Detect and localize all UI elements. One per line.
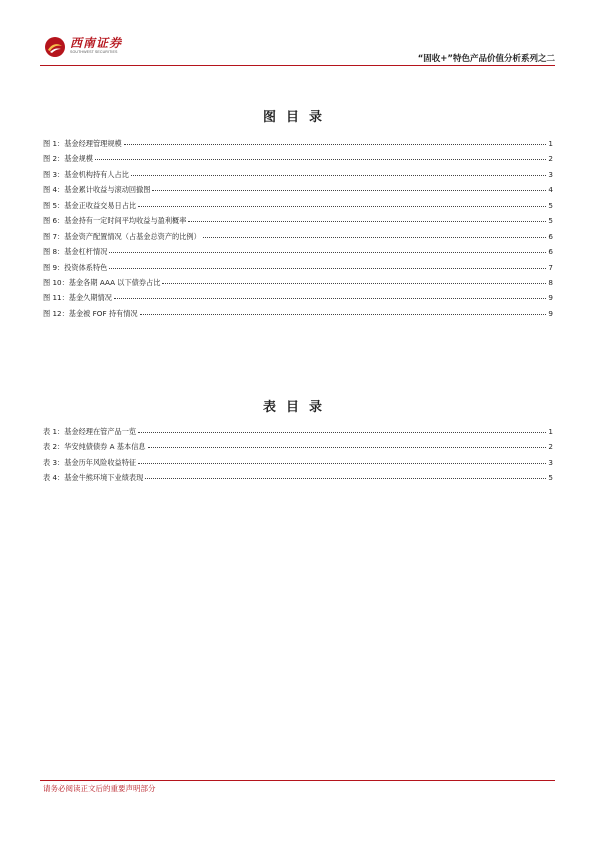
toc-entry[interactable] — [43, 427, 553, 442]
logo-english-name: SOUTHWEST SECURITIES — [70, 50, 118, 54]
toc-entry[interactable] — [43, 247, 553, 262]
toc-entry-page: 5 — [548, 473, 553, 483]
logo-chinese-name: 西南证券 — [70, 36, 123, 50]
toc-entry[interactable] — [43, 139, 553, 154]
toc-entry[interactable] — [43, 278, 553, 293]
toc-dot-leader — [145, 478, 546, 479]
toc-entry-label: 图 2：基金规模 — [43, 154, 93, 164]
toc-entry-page: 8 — [548, 277, 553, 287]
toc-entry-page: 3 — [548, 457, 553, 467]
company-logo — [44, 36, 122, 58]
toc-entry[interactable] — [43, 216, 553, 231]
toc-entry-label: 图 7：基金资产配置情况（占基金总资产的比例） — [43, 231, 201, 241]
toc-entry-label: 表 3：基金历年风险收益特征 — [43, 457, 137, 467]
footer-divider — [40, 780, 555, 781]
toc-entry-page: 5 — [548, 216, 553, 226]
toc-dot-leader — [162, 283, 546, 284]
toc-entry-page: 6 — [548, 247, 553, 257]
toc-entry-label: 表 2：华安纯债债券 A 基本信息 — [43, 442, 146, 452]
toc-entry-label: 图 10：基金各期 AAA 以下债券占比 — [43, 277, 161, 287]
toc-entry[interactable] — [43, 232, 553, 247]
toc-entry[interactable] — [43, 170, 553, 185]
toc-entry-label: 图 3：基金机构持有人占比 — [43, 169, 129, 179]
toc-dot-leader — [131, 175, 547, 176]
toc-entry[interactable] — [43, 185, 553, 200]
header-divider — [40, 65, 555, 66]
toc-dot-leader — [124, 144, 547, 145]
figures-toc — [43, 139, 553, 324]
toc-entry-page: 6 — [548, 231, 553, 241]
tables-toc — [43, 427, 553, 489]
toc-entry-page: 3 — [548, 169, 553, 179]
toc-dot-leader — [188, 221, 546, 222]
toc-entry-page: 5 — [548, 200, 553, 210]
toc-entry-label: 图 9：投资体系特色 — [43, 262, 108, 272]
toc-entry[interactable] — [43, 473, 553, 488]
figures-toc-title: 图目录 — [262, 110, 332, 125]
toc-entry-label: 表 4：基金牛熊环境下业绩表现 — [43, 473, 144, 483]
toc-entry-label: 图 12：基金被 FOF 持有情况 — [43, 308, 138, 318]
toc-entry-label: 图 4：基金累计收益与滚动回撤图 — [43, 185, 151, 195]
toc-entry-label: 图 6：基金持有一定时间平均收益与盈利概率 — [43, 216, 187, 226]
toc-dot-leader — [203, 237, 547, 238]
toc-dot-leader — [140, 314, 547, 315]
report-series-title: “固收+”特色产品价值分析系列之二 — [417, 54, 555, 64]
toc-entry-page: 2 — [548, 442, 553, 452]
toc-dot-leader — [109, 268, 546, 269]
toc-dot-leader — [148, 447, 547, 448]
toc-entry[interactable] — [43, 309, 553, 324]
toc-entry-label: 表 1：基金经理在管产品一览 — [43, 427, 137, 436]
toc-entry-label: 图 11：基金久期情况 — [43, 293, 112, 303]
page-header — [40, 30, 555, 68]
toc-entry[interactable] — [43, 442, 553, 457]
toc-dot-leader — [138, 432, 546, 433]
toc-entry-page: 2 — [548, 154, 553, 164]
toc-dot-leader — [109, 252, 546, 253]
toc-entry-page: 4 — [548, 185, 553, 195]
toc-dot-leader — [152, 190, 546, 191]
footer-disclaimer: 请务必阅读正文后的重要声明部分 — [43, 784, 156, 793]
toc-entry[interactable] — [43, 201, 553, 216]
toc-entry[interactable] — [43, 154, 553, 169]
toc-dot-leader — [95, 159, 546, 160]
toc-entry-page: 9 — [548, 293, 553, 303]
toc-dot-leader — [138, 463, 546, 464]
toc-entry-page: 1 — [548, 427, 553, 436]
toc-entry-label: 图 5：基金正收益交易日占比 — [43, 200, 137, 210]
toc-entry[interactable] — [43, 263, 553, 278]
toc-entry[interactable] — [43, 458, 553, 473]
logo-emblem-icon — [44, 36, 66, 58]
toc-entry-label: 图 1：基金经理管理规模 — [43, 139, 122, 148]
toc-entry-page: 9 — [548, 308, 553, 318]
toc-entry-page: 7 — [548, 262, 553, 272]
tables-toc-title: 表目录 — [262, 400, 332, 415]
toc-dot-leader — [114, 298, 546, 299]
toc-entry-label: 图 8：基金杠杆情况 — [43, 247, 108, 257]
toc-entry-page: 1 — [548, 139, 553, 148]
toc-dot-leader — [138, 206, 546, 207]
toc-entry[interactable] — [43, 293, 553, 308]
